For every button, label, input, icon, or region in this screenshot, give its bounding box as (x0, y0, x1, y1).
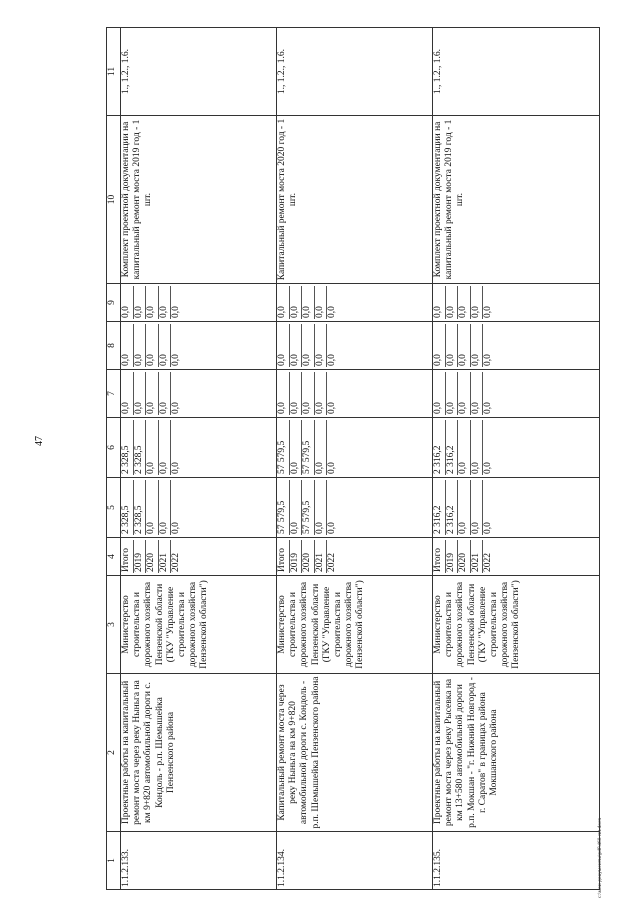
row-col8-value: 0,0 (315, 324, 328, 367)
row-col5-value: 57 579,5 (302, 480, 315, 535)
row-col5-value: 0,0 (483, 522, 493, 534)
row-col9-value: 0,0 (146, 286, 159, 319)
row-years-value: 2021 (471, 540, 484, 573)
row-indicators: 1., 1.2., 1.6. (277, 28, 433, 116)
col-header-6: 6 (107, 418, 121, 478)
row-years (121, 538, 277, 576)
row-col9-value: 0,0 (159, 286, 172, 319)
row-col7-value: 0,0 (121, 372, 134, 415)
row-col8-value: 0,0 (302, 324, 315, 367)
row-result: Комплект проектной документации на капитальный ремонт моста 2019 год - 1 шт. (433, 116, 600, 284)
row-col8-value: 0,0 (159, 324, 172, 367)
row-col7-value: 0,0 (471, 372, 484, 415)
row-col7-value: 0,0 (159, 372, 172, 415)
row-col7 (433, 370, 600, 418)
row-col8-value: 0,0 (446, 324, 459, 367)
row-col6-value: 2 316,2 (446, 420, 459, 475)
col-header-10: 10 (107, 116, 121, 284)
row-col8-value: 0,0 (458, 324, 471, 367)
row-col5-value: 2 316,2 (433, 480, 446, 535)
row-col5-value: 2 328,5 (121, 480, 134, 535)
row-id: 1.1.2.135. (433, 832, 600, 890)
row-col6-value: 57 579,5 (302, 420, 315, 475)
row-col6-value: 0,0 (483, 462, 493, 474)
row-indicators: 1., 1.2., 1.6. (121, 28, 277, 116)
row-col7-value: 0,0 (327, 402, 337, 414)
row-col9-value: 0,0 (134, 286, 147, 319)
row-years-value: 2022 (483, 553, 493, 572)
row-col9 (277, 284, 433, 322)
row-col9-value: 0,0 (171, 306, 181, 318)
row-result: Капитальный ремонт моста 2020 год - 1 шт. (277, 116, 433, 284)
row-years-value: 2020 (458, 540, 471, 573)
row-col9-value: 0,0 (302, 286, 315, 319)
row-col8-value: 0,0 (277, 324, 290, 367)
row-col7-value: 0,0 (302, 372, 315, 415)
row-col5-value: 0,0 (159, 480, 172, 535)
row-col6-value: 57 579,5 (277, 420, 290, 475)
row-years-value: 2022 (171, 553, 181, 572)
row-col5-value: 0,0 (171, 522, 181, 534)
row-years-value: 2019 (446, 540, 459, 573)
row-years (433, 538, 600, 576)
col-header-11: 11 (107, 28, 121, 116)
row-col5 (277, 478, 433, 538)
row-col8-value: 0,0 (290, 324, 303, 367)
table-row (277, 28, 433, 890)
row-col5 (433, 478, 600, 538)
row-years-value: Итого (121, 540, 134, 573)
row-name: Проектные работы на капитальный ремонт моста через реку Ныньга на км 9+820 автомобильной дороги с. Кондоль - р.п. Шемышейка Пензенского района (121, 674, 277, 832)
row-col8-value: 0,0 (327, 354, 337, 366)
row-col8-value: 0,0 (433, 324, 446, 367)
row-col9 (121, 284, 277, 322)
row-col8 (433, 322, 600, 370)
row-name: Капитальный ремонт моста через реку Ныньга на км 9+820 автомобильной дороги с. Кондоль - р.п. Шемышейка Пензенского района (277, 674, 433, 832)
row-col9-value: 0,0 (458, 286, 471, 319)
row-years-value: 2019 (290, 540, 303, 573)
row-col7-value: 0,0 (483, 402, 493, 414)
row-years-value: 2022 (327, 553, 337, 572)
row-years (277, 538, 433, 576)
row-col6-value: 0,0 (315, 420, 328, 475)
page-number: 47 (34, 436, 45, 446)
row-col6-value: 0,0 (146, 420, 159, 475)
row-col9-value: 0,0 (290, 286, 303, 319)
row-col9-value: 0,0 (327, 306, 337, 318)
col-header-2: 2 (107, 674, 121, 832)
row-id: 1.1.2.133. (121, 832, 277, 890)
row-col9-value: 0,0 (433, 286, 446, 319)
program-table (106, 27, 600, 890)
col-header-3: 3 (107, 576, 121, 674)
row-col7-value: 0,0 (433, 372, 446, 415)
row-col6-value: 2 316,2 (433, 420, 446, 475)
row-col6-value: 0,0 (327, 462, 337, 474)
row-years-value: 2021 (315, 540, 328, 573)
row-col7-value: 0,0 (146, 372, 159, 415)
row-executor: Министерство строительства и дорожного хозяйства Пензенской области (ГКУ "Управление строительства и дорожного хозяйства Пензенской области") (433, 576, 600, 674)
row-col6-value: 0,0 (458, 420, 471, 475)
rotated-table-container (106, 28, 635, 890)
row-col8-value: 0,0 (483, 354, 493, 366)
row-name: Проектные работы на капитальный ремонт моста через реку Рысевка на км 13+580 автомобильной дороги р.п. Мокшан - "г. Нижний Новгород - г. Саратов" в границах района Мокшанского района (433, 674, 600, 832)
row-col5-value: 2 328,5 (134, 480, 147, 535)
row-col6 (277, 418, 433, 478)
header-row (107, 28, 121, 890)
row-col5-value: 0,0 (290, 480, 303, 535)
row-years-value: 2019 (134, 540, 147, 573)
row-col6-value: 0,0 (159, 420, 172, 475)
row-col8-value: 0,0 (134, 324, 147, 367)
footer-file-path: c:\мои документы\pdf\468-пп.docx (597, 817, 603, 898)
row-col9-value: 0,0 (121, 286, 134, 319)
row-col7-value: 0,0 (171, 402, 181, 414)
row-years-value: Итого (433, 540, 446, 573)
row-col8-value: 0,0 (146, 324, 159, 367)
row-col5 (121, 478, 277, 538)
row-col6-value: 0,0 (171, 462, 181, 474)
row-col7-value: 0,0 (458, 372, 471, 415)
row-col6-value: 2 328,5 (121, 420, 134, 475)
row-col8-value: 0,0 (121, 324, 134, 367)
row-col6 (433, 418, 600, 478)
row-years-value: 2020 (146, 540, 159, 573)
row-result: Комплект проектной документации на капитальный ремонт моста 2019 год - 1 шт. (121, 116, 277, 284)
row-col7 (277, 370, 433, 418)
row-years-value: 2021 (159, 540, 172, 573)
row-col9-value: 0,0 (471, 286, 484, 319)
row-executor: Министерство строительства и дорожного хозяйства Пензенской области (ГКУ "Управление строительства и дорожного хозяйства Пензенской области") (277, 576, 433, 674)
row-executor: Министерство строительства и дорожного хозяйства Пензенской области (ГКУ "Управление строительства и дорожного хозяйства Пензенской области") (121, 576, 277, 674)
row-col8-value: 0,0 (171, 354, 181, 366)
table-row (433, 28, 600, 890)
row-col6 (121, 418, 277, 478)
row-col5-value: 0,0 (471, 480, 484, 535)
row-col5-value: 2 316,2 (446, 480, 459, 535)
row-col5-value: 0,0 (146, 480, 159, 535)
row-col7-value: 0,0 (315, 372, 328, 415)
row-years-value: 2020 (302, 540, 315, 573)
row-id: 1.1.2.134. (277, 832, 433, 890)
table-row (121, 28, 277, 890)
row-col7-value: 0,0 (446, 372, 459, 415)
row-col5-value: 0,0 (315, 480, 328, 535)
row-col6-value: 0,0 (290, 420, 303, 475)
row-col9 (433, 284, 600, 322)
row-col8 (277, 322, 433, 370)
row-col5-value: 57 579,5 (277, 480, 290, 535)
row-col9-value: 0,0 (315, 286, 328, 319)
row-years-value: Итого (277, 540, 290, 573)
row-col7-value: 0,0 (134, 372, 147, 415)
row-col8 (121, 322, 277, 370)
row-col9-value: 0,0 (446, 286, 459, 319)
row-col6-value: 0,0 (471, 420, 484, 475)
col-header-5: 5 (107, 478, 121, 538)
row-col7-value: 0,0 (277, 372, 290, 415)
col-header-1: 1 (107, 832, 121, 890)
col-header-4: 4 (107, 538, 121, 576)
row-col8-value: 0,0 (471, 324, 484, 367)
row-col7-value: 0,0 (290, 372, 303, 415)
row-col7 (121, 370, 277, 418)
col-header-7: 7 (107, 370, 121, 418)
col-header-8: 8 (107, 322, 121, 370)
row-col5-value: 0,0 (327, 522, 337, 534)
row-col5-value: 0,0 (458, 480, 471, 535)
row-col9-value: 0,0 (277, 286, 290, 319)
row-col6-value: 2 328,5 (134, 420, 147, 475)
row-indicators: 1., 1.2., 1.6. (433, 28, 600, 116)
col-header-9: 9 (107, 284, 121, 322)
row-col9-value: 0,0 (483, 306, 493, 318)
